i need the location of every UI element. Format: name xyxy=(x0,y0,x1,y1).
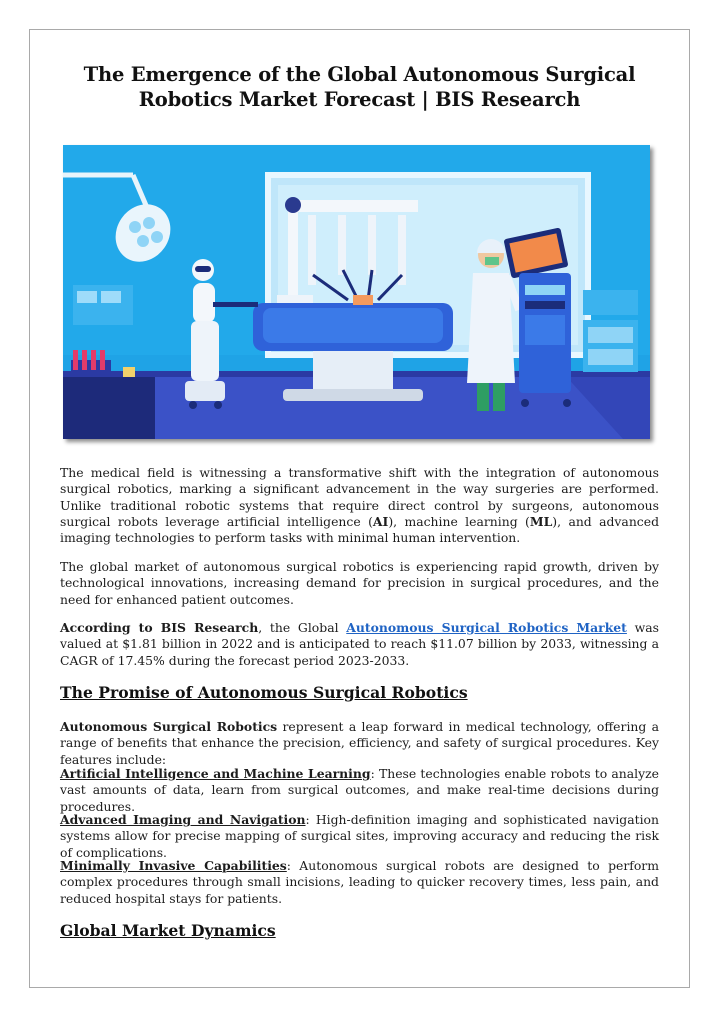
intro-paragraph-2: The global market of autonomous surgical robotics is experiencing rapid growth, driven by technological innovations, increasing demand for precision in surgical procedures, and the need for enhanced patient outcomes. xyxy=(60,559,659,607)
promise-paragraph: Autonomous Surgical Robotics represent a leap forward in medical technology, offering a range of benefits that enhance the precision, efficiency, and safety of surgical procedures. Key features include: xyxy=(60,719,659,767)
surgery-illustration xyxy=(63,145,650,439)
feature-imaging: Advanced Imaging and Navigation: High-definition imaging and sophisticated navigation systems allow for precise mapping of surgical sites, improving accuracy and reducing the risk of complications. xyxy=(60,812,659,860)
feature-minimally-invasive: Minimally Invasive Capabilities: Autonomous surgical robots are designed to perform complex procedures through small incisions, leading to quicker recovery times, less pain, and reduced hospital stays for patients. xyxy=(60,858,659,906)
document-title: The Emergence of the Global Autonomous Surgical Robotics Market Forecast | BIS Research xyxy=(83,63,636,111)
intro-paragraph-1: The medical field is witnessing a transformative shift with the integration of autonomous surgical robotics, marking a significant advancement in the way surgeries are performed. Unlike traditional robotic systems that require direct control by surgeons, autonomous surgical robots leverage artificial intelligence (AI), machine learning (ML), and advanced imaging technologies to perform tasks with minimal human intervention. xyxy=(60,465,660,546)
section-heading-dynamics: Global Market Dynamics xyxy=(60,921,276,940)
feature-ai-ml: Artificial Intelligence and Machine Learning: These technologies enable robots to analyze vast amounts of data, learn from surgical outcomes, and make real-time decisions during procedures. xyxy=(60,766,659,814)
intro-paragraph-3: According to BIS Research, the Global Autonomous Surgical Robotics Market was valued at $1.81 billion in 2022 and is anticipated to reach $11.07 billion by 2033, witnessing a CAGR of 17.45% during the forecast period 2023-2033. xyxy=(60,620,659,668)
market-report-link[interactable]: Autonomous Surgical Robotics Market xyxy=(346,620,627,635)
section-heading-promise: The Promise of Autonomous Surgical Robotics xyxy=(60,683,468,702)
